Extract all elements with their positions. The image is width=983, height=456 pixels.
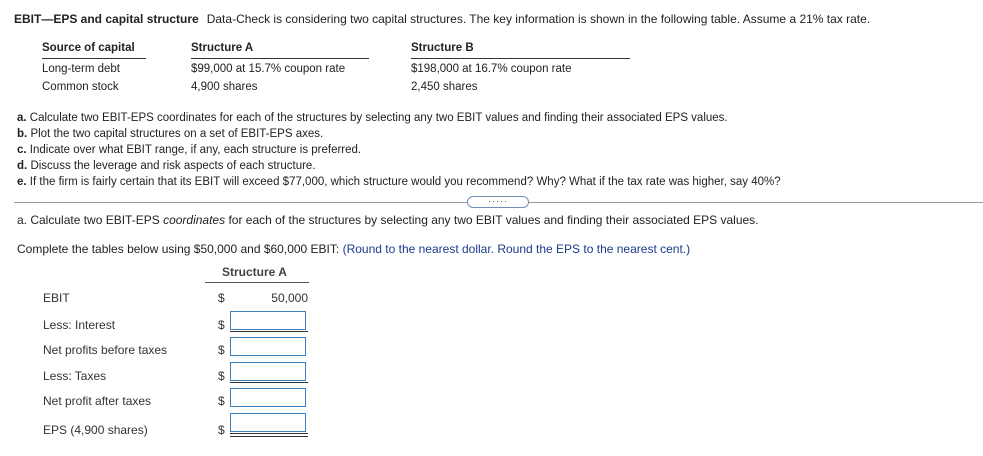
interest-underline (230, 331, 308, 332)
question-d: d. Discuss the leverage and risk aspects of each structure. (17, 160, 316, 172)
problem-description: Data-Check is considering two capital structures. The key information is shown in the following table. Assume a 21% tax rate. (206, 12, 871, 26)
row-label-npbt: Net profits before taxes (43, 343, 168, 357)
cell-stock-a: 4,900 shares (191, 81, 258, 93)
interest-input[interactable] (230, 311, 306, 330)
taxes-input[interactable] (230, 362, 306, 381)
npbt-input[interactable] (230, 337, 306, 356)
cell-debt-b: $198,000 at 16.7% coupon rate (411, 63, 572, 75)
row-label-eps: EPS (4,900 shares) (43, 423, 148, 437)
instruction-text: Complete the tables below using $50,000 and $60,000 EBIT: (Round to the nearest dollar. Round the EPS to the nearest cent.) (17, 242, 691, 256)
eps-double-underline-top (230, 433, 308, 434)
header-structure-b: Structure B (411, 42, 474, 54)
structure-a-heading-rule (205, 282, 309, 283)
row-label-ebit: EBIT (43, 291, 70, 305)
cell-stock-b: 2,450 shares (411, 81, 478, 93)
row-label-taxes: Less: Taxes (43, 369, 107, 383)
row-label-npat: Net profit after taxes (43, 394, 152, 408)
row-label-interest: Less: Interest (43, 318, 116, 332)
eps-double-underline-bottom (230, 436, 308, 437)
ebit-value: 50,000 (271, 291, 308, 305)
table-rule-a (191, 58, 369, 59)
expand-toggle-button[interactable]: ····· (467, 196, 529, 208)
taxes-underline (230, 382, 308, 383)
question-e: e. If the firm is fairly certain that its EBIT will exceed $77,000, which structure would you recommend? Why? What if the tax rate was higher, say 40%? (17, 176, 781, 188)
header-structure-a: Structure A (191, 42, 254, 54)
problem-header (14, 12, 870, 26)
currency-symbol: $ (218, 291, 225, 305)
structure-a-heading: Structure A (222, 265, 287, 279)
currency-symbol: $ (218, 318, 225, 332)
table-rule-b (411, 58, 630, 59)
table-rule-source (42, 58, 146, 59)
eps-input[interactable] (230, 413, 306, 432)
part-a-prompt: a. Calculate two EBIT-EPS coordinates for each of the structures by selecting any two EBIT values and finding their associated EPS values. (17, 213, 759, 227)
rounding-note: (Round to the nearest dollar. Round the EPS to the nearest cent.) (342, 242, 691, 256)
question-c: c. Indicate over what EBIT range, if any, each structure is preferred. (17, 144, 362, 156)
cell-debt-label: Long-term debt (42, 63, 120, 75)
question-a: a. Calculate two EBIT-EPS coordinates for each of the structures by selecting any two EBIT values and finding their associated EPS values. (17, 112, 728, 124)
currency-symbol: $ (218, 369, 225, 383)
npat-input[interactable] (230, 388, 306, 407)
currency-symbol: $ (218, 423, 225, 437)
currency-symbol: $ (218, 394, 225, 408)
cell-debt-a: $99,000 at 15.7% coupon rate (191, 63, 346, 75)
problem-title: EBIT—EPS and capital structure (14, 12, 199, 26)
question-b: b. Plot the two capital structures on a set of EBIT-EPS axes. (17, 128, 324, 140)
cell-stock-label: Common stock (42, 81, 119, 93)
question-list (17, 110, 781, 190)
header-source-of-capital: Source of capital (42, 42, 135, 54)
currency-symbol: $ (218, 343, 225, 357)
